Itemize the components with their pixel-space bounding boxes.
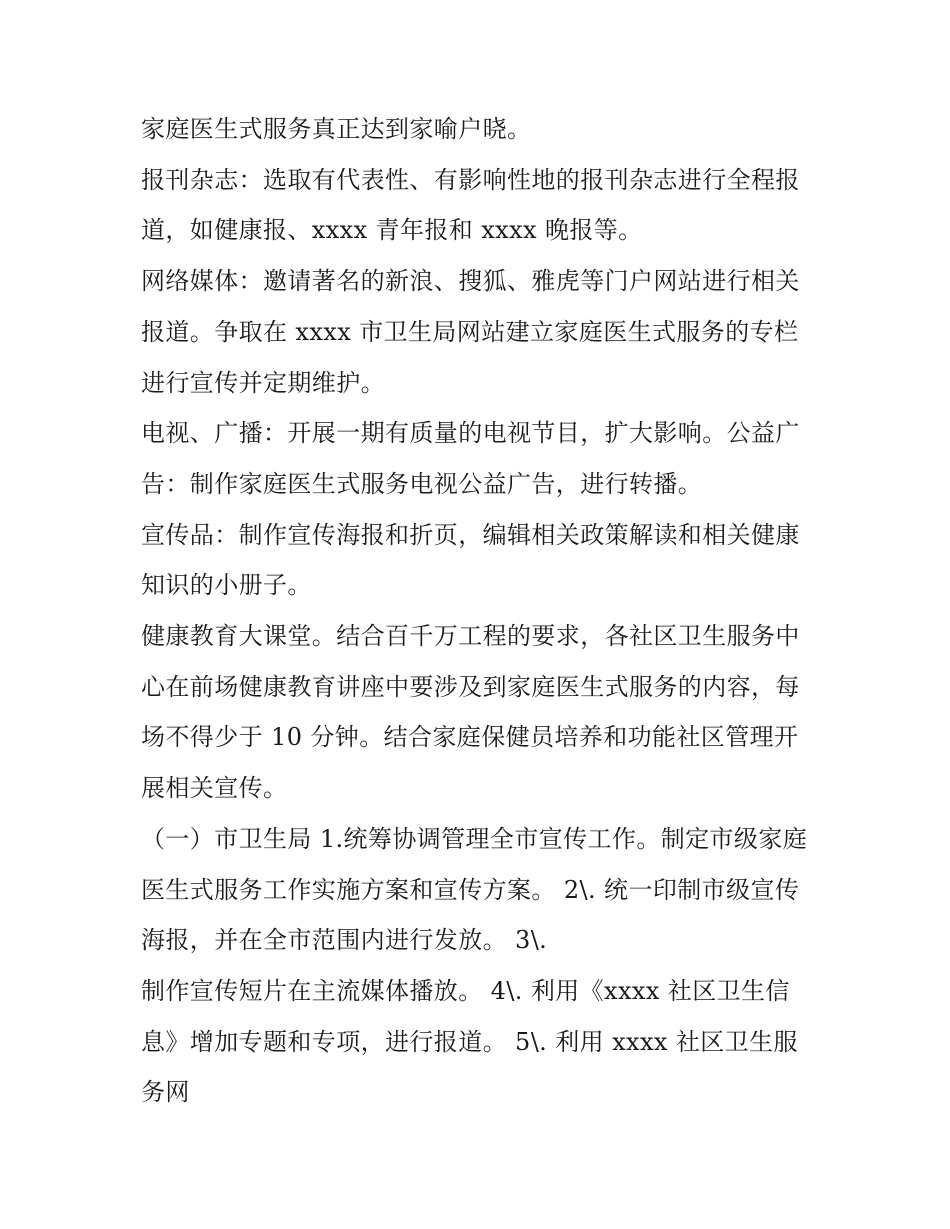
paragraph-household-awareness: 家庭医生式服务真正达到家喻户晓。 <box>141 115 532 143</box>
paragraph-newspapers-magazines: 报刊杂志：选取有代表性、有影响性地的报刊杂志进行全程报道，如健康报、xxxx 青年报和 xxxx 晚报等。 <box>141 165 800 245</box>
paragraph-promo-materials: 宣传品：制作宣传海报和折页，编辑相关政策解读和相关健康知识的小册子。 <box>141 520 800 600</box>
paragraph-tv-radio: 电视、广播：开展一期有质量的电视节目，扩大影响。公益广告：制作家庭医生式服务电视公益广告，进行转播。 <box>141 419 800 498</box>
paragraph-health-bureau-duties: （一）市卫生局 1.统筹协调管理全市宣传工作。制定市级家庭医生式服务工作实施方案和宣传方案。 2\. 统一印制市级宣传海报，并在全市范围内进行发放。 3\. <box>141 824 808 955</box>
document-body <box>141 104 813 1118</box>
paragraph-online-media: 网络媒体：邀请著名的新浪、搜狐、雅虎等门户网站进行相关报道。争取在 xxxx 市卫生局网站建立家庭医生式服务的专栏进行宣传并定期维护。 <box>141 267 800 397</box>
paragraph-health-education: 健康教育大课堂。结合百千万工程的要求，各社区卫生服务中心在前场健康教育讲座中要涉及到家庭医生式服务的内容，每场不得少于 10 分钟。结合家庭保健员培养和功能社区管理开展相关宣传。 <box>141 622 800 803</box>
paragraph-promo-video: 制作宣传短片在主流媒体播放。 4\. 利用《xxxx 社区卫生信息》增加专题和专项，进行报道。 5\. 利用 xxxx 社区卫生服务网 <box>141 976 798 1107</box>
